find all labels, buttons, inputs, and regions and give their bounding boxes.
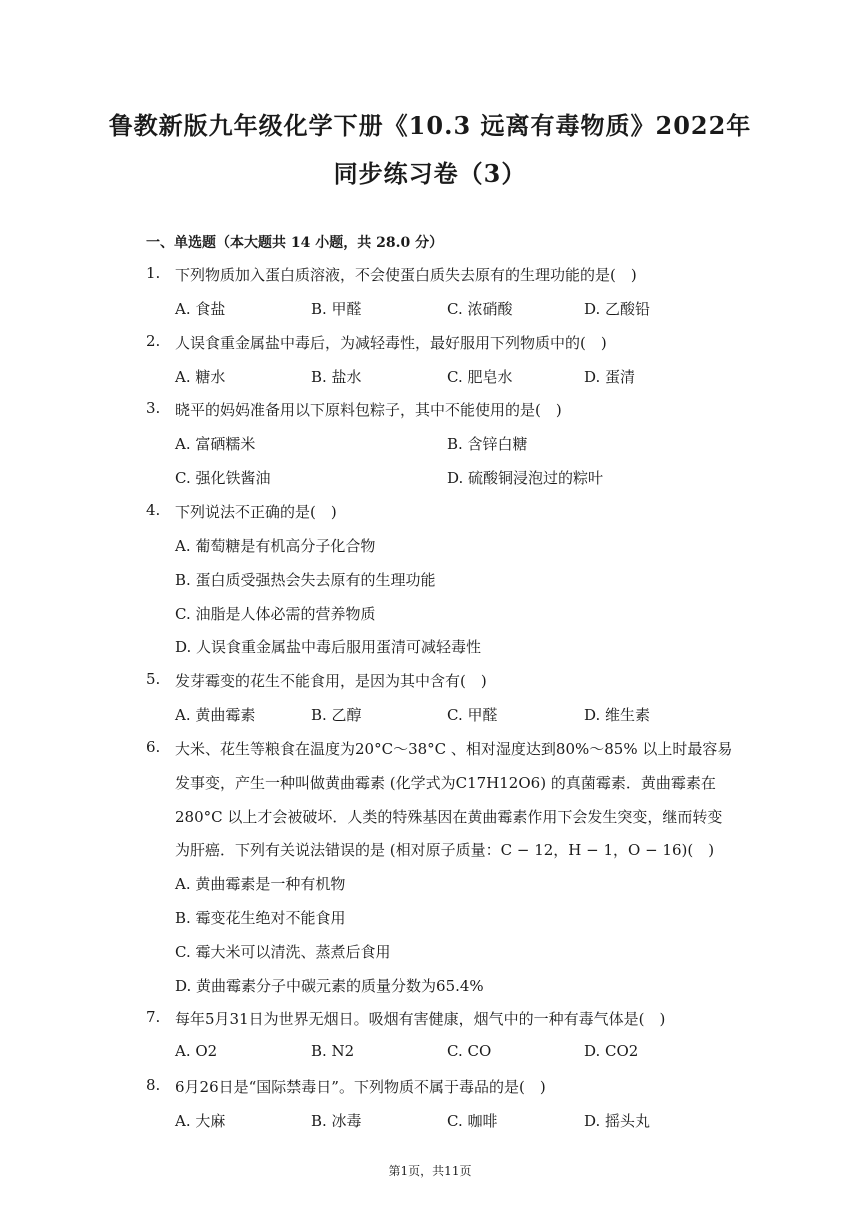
- question-text-line: 大米、花生等粮食在温度为20°C～38°C 、相对湿度达到80%～85% 以上时最容易: [175, 740, 733, 758]
- question-text-line: 280°C 以上才会被破坏．人类的特殊基因在黄曲霉素作用下会发生突变，继而转变: [175, 808, 723, 826]
- option: B. 乙醇: [311, 706, 362, 724]
- option: D. 硫酸铜浸泡过的粽叶: [447, 469, 604, 487]
- option: D. 人误食重金属盐中毒后服用蛋清可减轻毒性: [175, 638, 482, 656]
- option: A. 葡萄糖是有机高分子化合物: [175, 537, 376, 555]
- option: A. 糖水: [175, 368, 226, 386]
- option: D. 摇头丸: [584, 1112, 651, 1130]
- question-text: 下列物质加入蛋白质溶液，不会使蛋白质失去原有的生理功能的是( ): [175, 266, 637, 284]
- question-number: 1.: [146, 264, 161, 282]
- option: D. CO2: [584, 1042, 639, 1060]
- option: B. 冰毒: [311, 1112, 362, 1130]
- document-title-line-1: 鲁教新版九年级化学下册《10.3 远离有毒物质》2022年: [108, 111, 752, 140]
- page-footer: 第1页，共11页: [388, 1164, 472, 1178]
- question-number: 3.: [146, 399, 161, 417]
- question-text: 下列说法不正确的是( ): [175, 503, 337, 521]
- question-text: 6月26日是“国际禁毒日”。下列物质不属于毒品的是( ): [175, 1078, 546, 1096]
- option: C. 甲醛: [447, 706, 498, 724]
- option: D. 乙酸铅: [584, 300, 651, 318]
- option: A. 大麻: [175, 1112, 226, 1130]
- option: B. N2: [311, 1042, 355, 1060]
- question-number: 2.: [146, 332, 161, 350]
- option: C. 油脂是人体必需的营养物质: [175, 605, 376, 623]
- option: B. 甲醛: [311, 300, 362, 318]
- option: B. 盐水: [311, 368, 362, 386]
- option: B. 霉变花生绝对不能食用: [175, 909, 346, 927]
- option: A. 食盐: [175, 300, 226, 318]
- question-number: 6.: [146, 738, 161, 756]
- option: C. 霉大米可以清洗、蒸煮后食用: [175, 943, 391, 961]
- option: C. 强化铁酱油: [175, 469, 271, 487]
- option: C. 咖啡: [447, 1112, 498, 1130]
- option: C. 肥皂水: [447, 368, 513, 386]
- question-text: 人误食重金属盐中毒后，为减轻毒性，最好服用下列物质中的( ): [175, 334, 607, 352]
- question-text: 发芽霉变的花生不能食用，是因为其中含有( ): [175, 672, 487, 690]
- question-number: 7.: [146, 1008, 161, 1026]
- question-text-line: 为肝癌．下列有关说法错误的是 (相对原子质量：C − 12，H − 1，O − 16)( ): [175, 841, 715, 859]
- option: A. O2: [175, 1042, 218, 1060]
- document-title-line-2: 同步练习卷（3）: [333, 159, 527, 188]
- option: A. 富硒糯米: [175, 435, 256, 453]
- option: C. 浓硝酸: [447, 300, 513, 318]
- option: A. 黄曲霉素是一种有机物: [175, 875, 346, 893]
- question-number: 5.: [146, 670, 161, 688]
- question-number: 8.: [146, 1076, 161, 1094]
- option: A. 黄曲霉素: [175, 706, 256, 724]
- option: B. 含锌白糖: [447, 435, 528, 453]
- option: B. 蛋白质受强热会失去原有的生理功能: [175, 571, 436, 589]
- question-number: 4.: [146, 501, 161, 519]
- question-text: 晓平的妈妈准备用以下原料包粽子，其中不能使用的是( ): [175, 401, 562, 419]
- question-text: 每年5月31日为世界无烟日。吸烟有害健康，烟气中的一种有毒气体是( ): [175, 1010, 666, 1028]
- question-text-line: 发事变，产生一种叫做黄曲霉素 (化学式为C17H12O6) 的真菌霉素．黄曲霉素在: [175, 774, 716, 792]
- option: C. CO: [447, 1042, 492, 1060]
- option: D. 蛋清: [584, 368, 636, 386]
- option: D. 维生素: [584, 706, 651, 724]
- section-header: 一、单选题（本大题共 14 小题，共 28.0 分）: [146, 235, 444, 251]
- option: D. 黄曲霉素分子中碳元素的质量分数为65.4%: [175, 977, 484, 995]
